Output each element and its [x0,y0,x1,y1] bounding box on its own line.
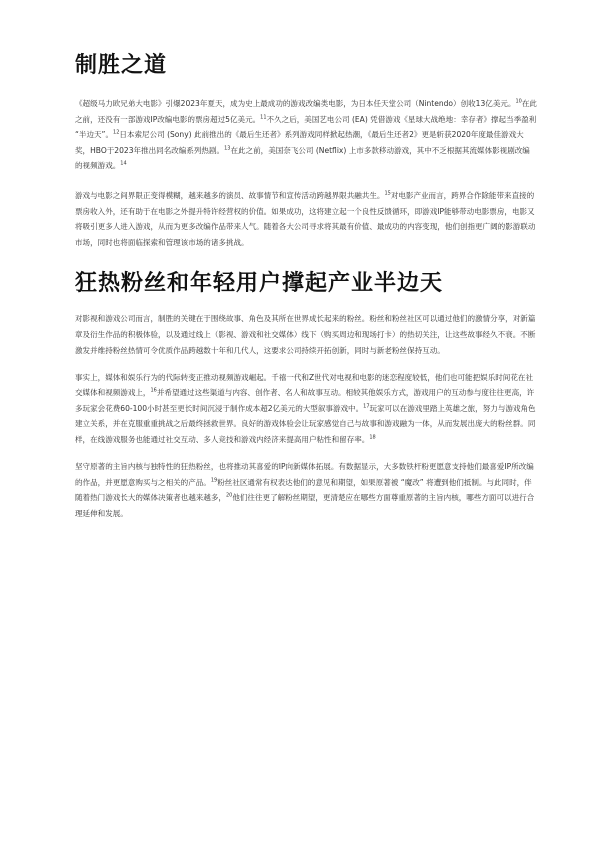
body-paragraph [75,459,537,521]
section-heading-winning-way: 制胜之道 [75,53,168,78]
text-run: 在此之前，美国奈飞公司 (Netflix) 上市多款移动游戏，其中不乏根据其流媒体影视剧改编的视频游戏。 [75,145,530,171]
text-run: 坚守原著的主旨内核与独特性的狂热粉丝，也将推动其喜爱的IP向新媒体拓展。有数据显示，大多数铁杆粉更愿意支持他们最喜爱IP所改编的作品，并更愿意购买与之相关的产品。 [75,462,534,487]
text-run: 《超级马力欧兄弟大电影》引爆2023年夏天，成为史上最成功的游戏改编类电影，为日本任天堂公司（Nintendo）创收13亿美元。 [75,99,516,108]
footnote-marker: 11 [260,114,267,121]
text-run: 日本索尼公司 (Sony) 此前推出的《最后生还者》系列游戏同样掀起热潮，《最后生还者2》更是斩获2020年度最佳游戏大奖，HBO于2023年推出同名改编系列热剧。 [75,130,524,155]
footnote-marker: 16 [150,387,157,394]
text-run: 对电影产业而言，跨界合作除能带来直接的票房收入外，还有助于在电影之外提升特许经营权的价值。如果成功，这将建立起一个良性反馈循环，即游戏IP能够带动电影票房，电影又将吸引更多人进入游戏，从而为更多改编作品带来人气。随着各大公司寻求将其最有价值、最成功的内容变现，他们创指更广阔的影游联动市场，同时也将面临探索和管理该市场的诸多挑战。 [75,190,536,247]
text-run: 游戏与电影之间界限正变得模糊，越来越多的演员、故事情节和宣传活动跨越界限共融共生。 [75,190,385,200]
text-run: 并希望通过这些渠道与内容、创作者、名人和故事互动。相较其他娱乐方式，游戏用户的互动参与度往往更高，许多玩家会花费60-100小时甚至更长时间沉浸于制作成本超2亿美元的大型叙事游戏中。 [75,388,535,413]
section2-body [75,311,537,521]
footnote-marker: 15 [384,190,391,197]
footnote-marker: 14 [120,160,127,167]
footnote-marker: 19 [210,477,218,484]
text-run: 玩家可以在游戏里踏上英雄之旅，努力与游戏角色建立关系，并在克服重重挑战之后最终拯救世界。良好的游戏体验会让玩家感觉自己与故事和游戏融为一体，从而发展出庞大的粉丝群。同样，在线游戏服务也能通过社交互动、多人竞技和游戏内经济来提高用户粘性和留存率。 [75,403,536,444]
body-paragraph [75,96,537,174]
text-run: 粉丝社区通常有权表达他们的意见和期望，如果原著被 “魔改” 将遭到他们抵制。与此同时，伴随着热门游戏长大的媒体决策者也越来越多， [75,477,532,503]
body-paragraph [75,370,537,448]
text-run: 在此之前，还没有一部游戏IP改编电影的票房超过5亿美元。 [75,99,537,124]
text-run: 事实上，媒体和娱乐行为的代际转变正推动视频游戏崛起。千禧一代和Z世代对电视和电影的迷恋程度较低，他们也可能把娱乐时间花在社交媒体和视频游戏上， [75,372,533,398]
text-run: 对影视和游戏公司而言，制胜的关键在于围绕故事、角色及其所在世界成长起来的粉丝。粉丝和粉丝社区可以通过他们的激情分享，对新篇章及衍生作品的积极体验，以及通过线上（影视、游戏和社交媒体）线下（购买周边和现场打卡）的热切关注，让这些故事经久不衰。不断激发并维持粉丝热情可令优质作品跨越数十年和几代人，这要求公司持续开拓创新，同时与新老粉丝保持互动。 [75,314,536,355]
body-paragraph [75,311,537,358]
section-heading-fans-and-young-users: 狂热粉丝和年轻用户撑起产业半边天 [75,271,444,297]
footnote-marker: 12 [113,129,120,136]
section1-body [75,96,537,250]
body-paragraph [75,188,537,250]
text-run: 他们往往更了解粉丝期望，更清楚应在哪些方面尊重原著的主旨内核，哪些方面可以进行合理延伸和发展。 [75,493,535,518]
footnote-marker: 17 [363,403,370,410]
footnote-marker: 20 [225,492,233,499]
footnote-marker: 13 [224,145,231,152]
footnote-marker: 18 [369,434,376,441]
document-page [75,52,537,533]
footnote-marker: 10 [515,98,522,105]
text-run: 不久之后，美国艺电公司 (EA) 凭借游戏《星球大战绝地：幸存者》撑起当季盈利 “半边天”。 [75,114,537,140]
